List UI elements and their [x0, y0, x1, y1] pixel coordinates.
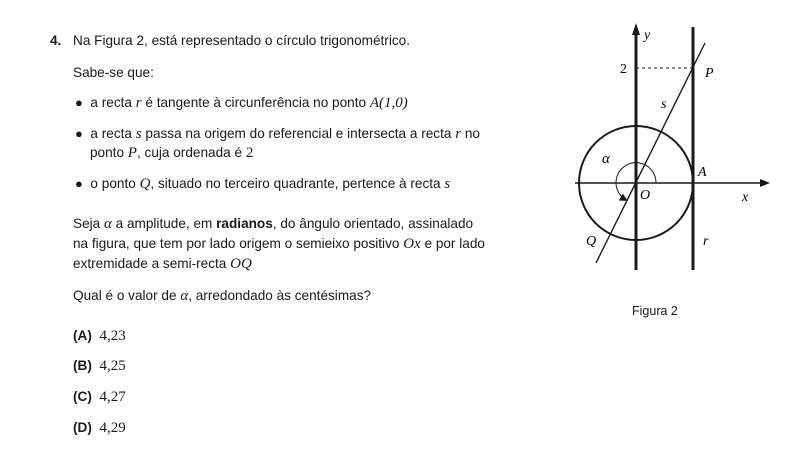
known-label: Sabe-se que:: [73, 65, 154, 80]
question-intro: Na Figura 2, está representado o círculo trigonométrico.: [73, 33, 410, 48]
bullet-dot: ●: [75, 176, 83, 191]
bullet-dot: ●: [75, 95, 83, 110]
bullet-2-cont: ponto P, cuja ordenada é 2: [90, 145, 254, 161]
x-axis-arrow-icon: [760, 179, 770, 187]
option-c[interactable]: (C) 4,27: [73, 389, 126, 405]
option-a[interactable]: (A) 4,23: [73, 328, 126, 344]
option-b[interactable]: (B) 4,25: [73, 358, 126, 374]
label-alpha: α: [602, 151, 610, 167]
question-ask: Qual é o valor de α, arredondado às centésimas?: [73, 288, 372, 304]
label-two: 2: [620, 62, 627, 77]
bullet-2: ● a recta s passa na origem do referencial e intersecta a recta r no: [75, 126, 480, 142]
statement-line-1: Seja α a amplitude, em radianos, do ângulo orientado, assinalado: [73, 216, 474, 232]
label-y: y: [644, 28, 651, 43]
label-a: A: [698, 165, 707, 180]
y-axis-arrow-icon: [632, 23, 640, 35]
bullet-1: ● a recta r é tangente à circunferência no ponto A(1,0): [75, 95, 408, 111]
figure-caption: Figura 2: [632, 304, 678, 318]
bullet-3: ● o ponto Q, situado no terceiro quadrante, pertence à recta s: [75, 176, 451, 192]
label-x: x: [742, 190, 749, 205]
statement-line-2: na figura, que tem por lado origem o semieixo positivo Ox e por lado: [73, 236, 485, 252]
trig-circle-figure: [560, 15, 775, 280]
label-r: r: [703, 234, 709, 249]
line-s: [596, 43, 705, 263]
option-d[interactable]: (D) 4,29: [73, 420, 126, 436]
bullet-dot: ●: [75, 126, 83, 141]
label-p: P: [705, 66, 714, 81]
label-s: s: [661, 97, 667, 112]
label-o: O: [640, 188, 651, 203]
label-q: Q: [586, 234, 597, 249]
question-number: 4.: [50, 33, 62, 48]
statement-line-3: extremidade a semi-recta OQ: [73, 256, 252, 272]
